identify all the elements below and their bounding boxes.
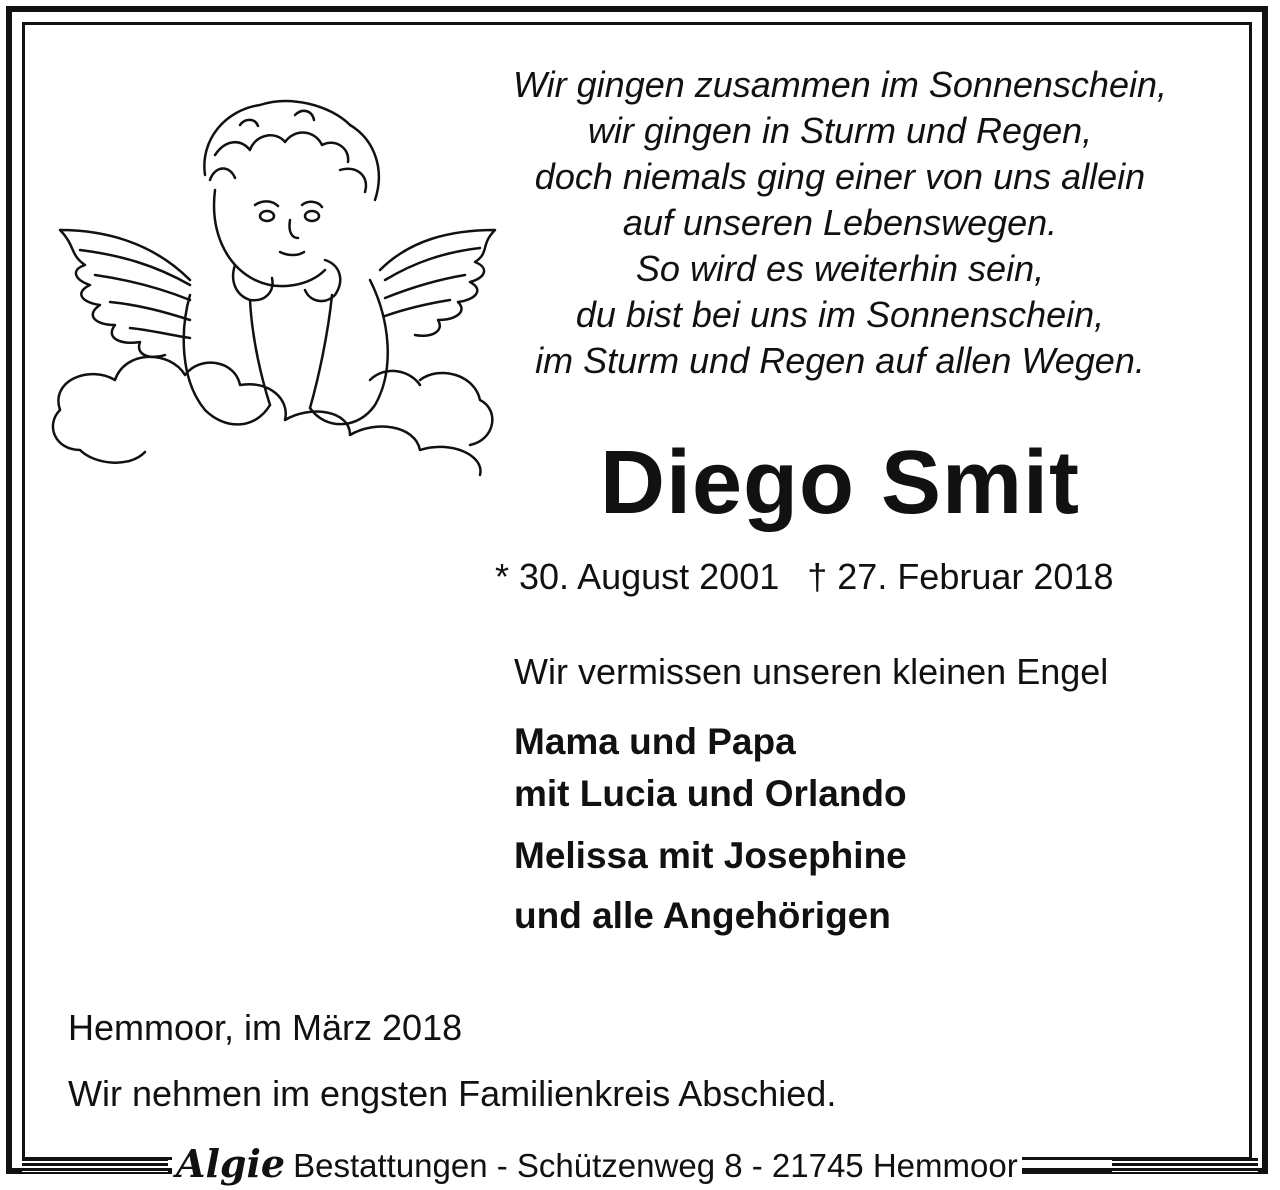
family-line: mit Lucia und Orlando	[514, 773, 907, 814]
family-line: Melissa mit Josephine	[514, 835, 907, 876]
farewell-note: Wir nehmen im engsten Familienkreis Abschied.	[68, 1073, 837, 1114]
funeral-home-address: Bestattungen - Schützenweg 8 - 21745 Hemmoor	[293, 1147, 1018, 1184]
place-date: Hemmoor, im März 2018	[68, 1007, 463, 1048]
birth-date: * 30. August 2001	[495, 556, 780, 597]
poem-line: doch niemals ging einer von uns allein	[534, 156, 1146, 197]
poem-line: im Sturm und Regen auf allen Wegen.	[535, 340, 1145, 381]
death-date: † 27. Februar 2018	[807, 556, 1114, 597]
deceased-name: Diego Smit	[599, 433, 1081, 533]
family-signatures	[514, 718, 907, 952]
life-dates	[495, 555, 1113, 599]
footer-rule-right	[1112, 1158, 1258, 1172]
poem-line: du bist bei uns im Sonnenschein,	[575, 294, 1105, 335]
family-line: und alle Angehörigen	[514, 895, 891, 936]
footer-rule-left	[22, 1158, 168, 1172]
poem-line: Wir gingen zusammen im Sonnenschein,	[513, 64, 1167, 105]
poem-line: auf unseren Lebenswegen.	[622, 202, 1058, 243]
footer	[0, 1140, 1280, 1188]
funeral-home-info	[172, 1140, 1022, 1188]
poem	[470, 62, 1210, 384]
family-line: Mama und Papa	[514, 721, 796, 762]
poem-line: So wird es weiterhin sein,	[635, 248, 1045, 289]
poem-line: wir gingen in Sturm und Regen,	[587, 110, 1093, 151]
mourning-message: Wir vermissen unseren kleinen Engel	[514, 651, 1109, 692]
cherub-angel-illustration	[40, 80, 500, 480]
funeral-home-logo: Algie	[176, 1141, 286, 1186]
